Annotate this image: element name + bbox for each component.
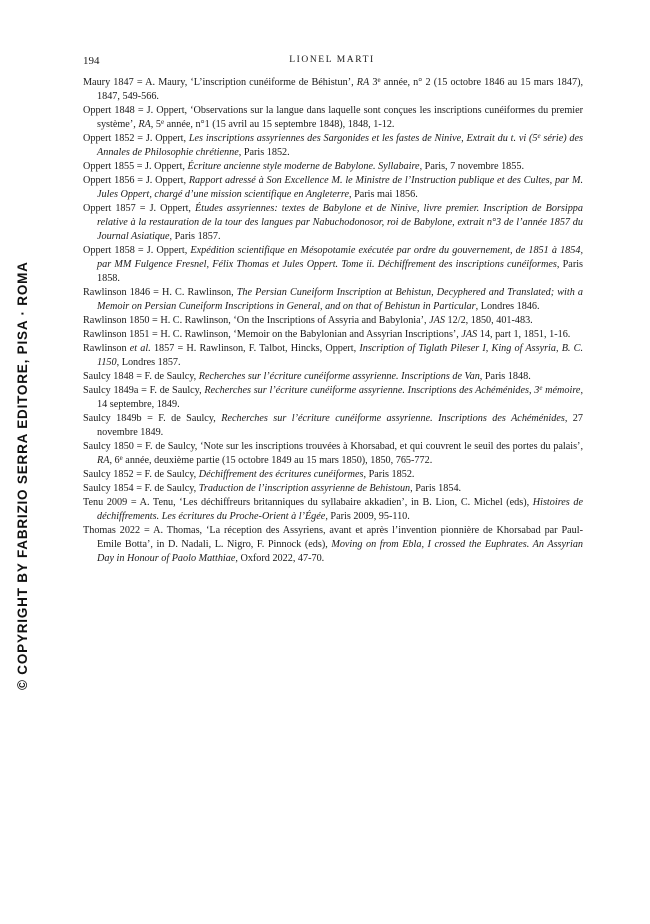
- reference-text: année, deuxième partie (15 octobre 1849 au 15 mars 1850), 1850, 765-772.: [122, 455, 433, 466]
- reference-entry-oppert-1857: [83, 202, 583, 244]
- reference-text: , 14 septembre, 1849.: [97, 385, 583, 410]
- reference-text: Les inscriptions assyriennes des Sargonides et les fastes de Ninive, Extrait du t. vi (5: [188, 133, 538, 144]
- reference-entry-oppert-1855: [83, 160, 583, 174]
- reference-text: e: [377, 76, 381, 84]
- reference-text: Rapport adressé à Son Excellence M. le Ministre de l’Instruction publique et des Cultes, par M. Jules Oppert, chargé d’une mission scientifique en Angleterre: [97, 175, 583, 200]
- reference-text: RA: [356, 77, 370, 88]
- reference-text: Déchiffrement des écritures cunéiformes: [198, 469, 364, 480]
- reference-text: Saulcy 1854 = F. de Saulcy,: [83, 483, 199, 494]
- reference-text: Tenu 2009 = A. Tenu, ‘Les déchiffreurs britanniques du syllabaire akkadien’, in B. Lion, C. Michel (eds),: [83, 497, 533, 508]
- reference-text: , Londres 1846.: [475, 301, 540, 312]
- reference-text: , 6: [109, 455, 120, 466]
- reference-entry-oppert-1848: [83, 104, 583, 132]
- reference-text: e: [537, 132, 541, 140]
- reference-text: e: [119, 454, 123, 462]
- reference-text: 3: [369, 77, 378, 88]
- reference-entry-saulcy-1849a: [83, 384, 583, 412]
- copyright-side-note: © COPYRIGHT BY FABRIZIO SERRA EDITORE, PISA · ROMA: [15, 261, 30, 690]
- running-head: LIONEL MARTI: [289, 55, 375, 65]
- reference-entry-rawlinson-1851: [83, 328, 583, 342]
- page-number: 194: [83, 55, 100, 67]
- reference-text: et al.: [129, 343, 151, 354]
- reference-text: Saulcy 1848 = F. de Saulcy,: [83, 371, 199, 382]
- reference-text: , Oxford 2022, 47-70.: [235, 553, 325, 564]
- reference-text: , Paris, 7 novembre 1855.: [419, 161, 524, 172]
- reference-text: RA: [97, 455, 110, 466]
- reference-entry-maury-1847: [83, 76, 583, 104]
- reference-text: Études assyriennes: textes de Babylone et de Ninive, livre premier. Inscription de Borsippa relative à la restauration de la tour des langues par Nabuchodonosor, roi de Babylone, extrait n°3 de l’année 1857 du Journal Asiatique: [97, 203, 583, 242]
- reference-entry-saulcy-1848: [83, 370, 583, 384]
- reference-text: Oppert 1848 = J. Oppert, ‘Observations sur la langue dans laquelle sont conçues les inscriptions cunéiformes du premier système’,: [83, 105, 583, 130]
- reference-text: année, n° 2 (15 octobre 1846 au 15 mars 1847), 1847, 549-566.: [97, 77, 584, 102]
- reference-text: Rawlinson 1851 = H. C. Rawlinson, ‘Memoir on the Babylonian and Assyrian Inscriptions’,: [83, 329, 462, 340]
- reference-text: Traduction de l’inscription assyrienne de Behistoun: [198, 483, 411, 494]
- page-header: [83, 55, 581, 69]
- reference-text: , Londres 1857.: [116, 357, 181, 368]
- reference-text: , 27 novembre 1849.: [97, 413, 583, 438]
- reference-entry-saulcy-1849b: [83, 412, 583, 440]
- reference-entry-thomas-2022: [83, 524, 583, 566]
- reference-text: JAS: [429, 315, 445, 326]
- reference-entry-saulcy-1852: [83, 468, 583, 482]
- reference-entry-tenu-2009: [83, 496, 583, 524]
- reference-text: 12/2, 1850, 401-483.: [445, 315, 533, 326]
- reference-text: e: [539, 384, 543, 392]
- bibliography-list: [83, 76, 583, 566]
- reference-text: , Paris mai 1856.: [349, 189, 418, 200]
- reference-entry-oppert-1852: [83, 132, 583, 160]
- reference-text: Écriture ancienne style moderne de Babylone. Syllabaire: [187, 161, 420, 172]
- reference-text: , Paris 1854.: [410, 483, 462, 494]
- reference-text: Saulcy 1850 = F. de Saulcy, ‘Note sur les inscriptions trouvées à Khorsabad, et qui couvrent le seuil des portes du palais’,: [83, 441, 583, 452]
- reference-text: , Paris 1852.: [363, 469, 415, 480]
- reference-entry-saulcy-1850: [83, 440, 583, 468]
- reference-text: 1857 = H. Rawlinson, F. Talbot, Hincks, Oppert,: [150, 343, 360, 354]
- reference-text: Oppert 1856 = J. Oppert,: [83, 175, 189, 186]
- reference-text: Histoires de déchiffrements. Les écritures du Proche-Orient à l’Égée: [97, 497, 583, 522]
- reference-text: Oppert 1852 = J. Oppert,: [83, 133, 189, 144]
- reference-text: Rawlinson 1850 = H. C. Rawlinson, ‘On the Inscriptions of Assyria and Babylonia’,: [83, 315, 430, 326]
- reference-text: , Paris 1848.: [479, 371, 531, 382]
- reference-text: , 5: [150, 119, 161, 130]
- reference-text: , Paris 1857.: [169, 231, 221, 242]
- reference-text: Rawlinson 1846 = H. C. Rawlinson,: [83, 287, 237, 298]
- reference-text: année, n°1 (15 avril au 15 septembre 1848), 1848, 1-12.: [164, 119, 395, 130]
- reference-entry-oppert-1856: [83, 174, 583, 202]
- reference-text: Recherches sur l’écriture cunéiforme assyrienne. Inscriptions des Achéménides: [221, 413, 565, 424]
- reference-entry-oppert-1858: [83, 244, 583, 286]
- reference-text: Rawlinson: [83, 343, 130, 354]
- reference-text: Saulcy 1849b = F. de Saulcy,: [83, 413, 222, 424]
- reference-text: Oppert 1858 = J. Oppert,: [83, 245, 191, 256]
- reference-entry-rawlinson-1850: [83, 314, 583, 328]
- reference-text: Saulcy 1852 = F. de Saulcy,: [83, 469, 199, 480]
- reference-text: JAS: [461, 329, 478, 340]
- reference-text: e: [160, 118, 165, 126]
- reference-text: Recherches sur l’écriture cunéiforme assyrienne. Inscriptions de Van: [198, 371, 480, 382]
- reference-entry-saulcy-1854: [83, 482, 583, 496]
- reference-text: Oppert 1855 = J. Oppert,: [83, 161, 188, 172]
- reference-text: série) des Annales de Philosophie chrétienne: [97, 133, 584, 158]
- reference-text: Expédition scientifique en Mésopotamie exécutée par ordre du gouvernement, de 1851 à 1854, par MM Fulgence Fresnel, Félix Thomas et Jules Oppert. Tome ii. Déchiffrement des inscriptions cunéiformes: [97, 245, 583, 270]
- reference-text: Oppert 1857 = J. Oppert,: [83, 203, 196, 214]
- reference-text: 14, part 1, 1851, 1-16.: [477, 329, 571, 340]
- reference-text: RA: [138, 119, 151, 130]
- reference-entry-rawlinson-1846: [83, 286, 583, 314]
- reference-text: , Paris 1852.: [238, 147, 290, 158]
- reference-text: Inscription of Tiglath Pileser I, King of Assyria, B. C. 1150: [97, 343, 583, 368]
- reference-text: mémoire: [542, 385, 581, 396]
- reference-entry-rawlinson-1857: [83, 342, 583, 370]
- reference-text: The Persian Cuneiform Inscription at Behistun, Decyphered and Translated; with a Memoir on Persian Cuneiform Inscriptions in General, and on that of Behistun in Particular: [97, 287, 583, 312]
- reference-text: , Paris 1858.: [97, 259, 584, 284]
- reference-text: , Paris 2009, 95-110.: [325, 511, 410, 522]
- reference-text: Moving on from Ebla, I crossed the Euphrates. An Assyrian Day in Honour of Paolo Matthiae: [97, 539, 584, 564]
- reference-text: Recherches sur l’écriture cunéiforme assyrienne. Inscriptions des Achéménides, 3: [204, 385, 540, 396]
- reference-text: Maury 1847 = A. Maury, ‘L’inscription cunéiforme de Béhistun’,: [83, 77, 357, 88]
- reference-text: Saulcy 1849a = F. de Saulcy,: [83, 385, 205, 396]
- reference-text: Thomas 2022 = A. Thomas, ‘La réception des Assyriens, avant et après l’invention pionnière de Khorsabad par Paul-Emile Botta’, in D. Nadali, L. Nigro, F. Pinnock (eds),: [83, 525, 583, 550]
